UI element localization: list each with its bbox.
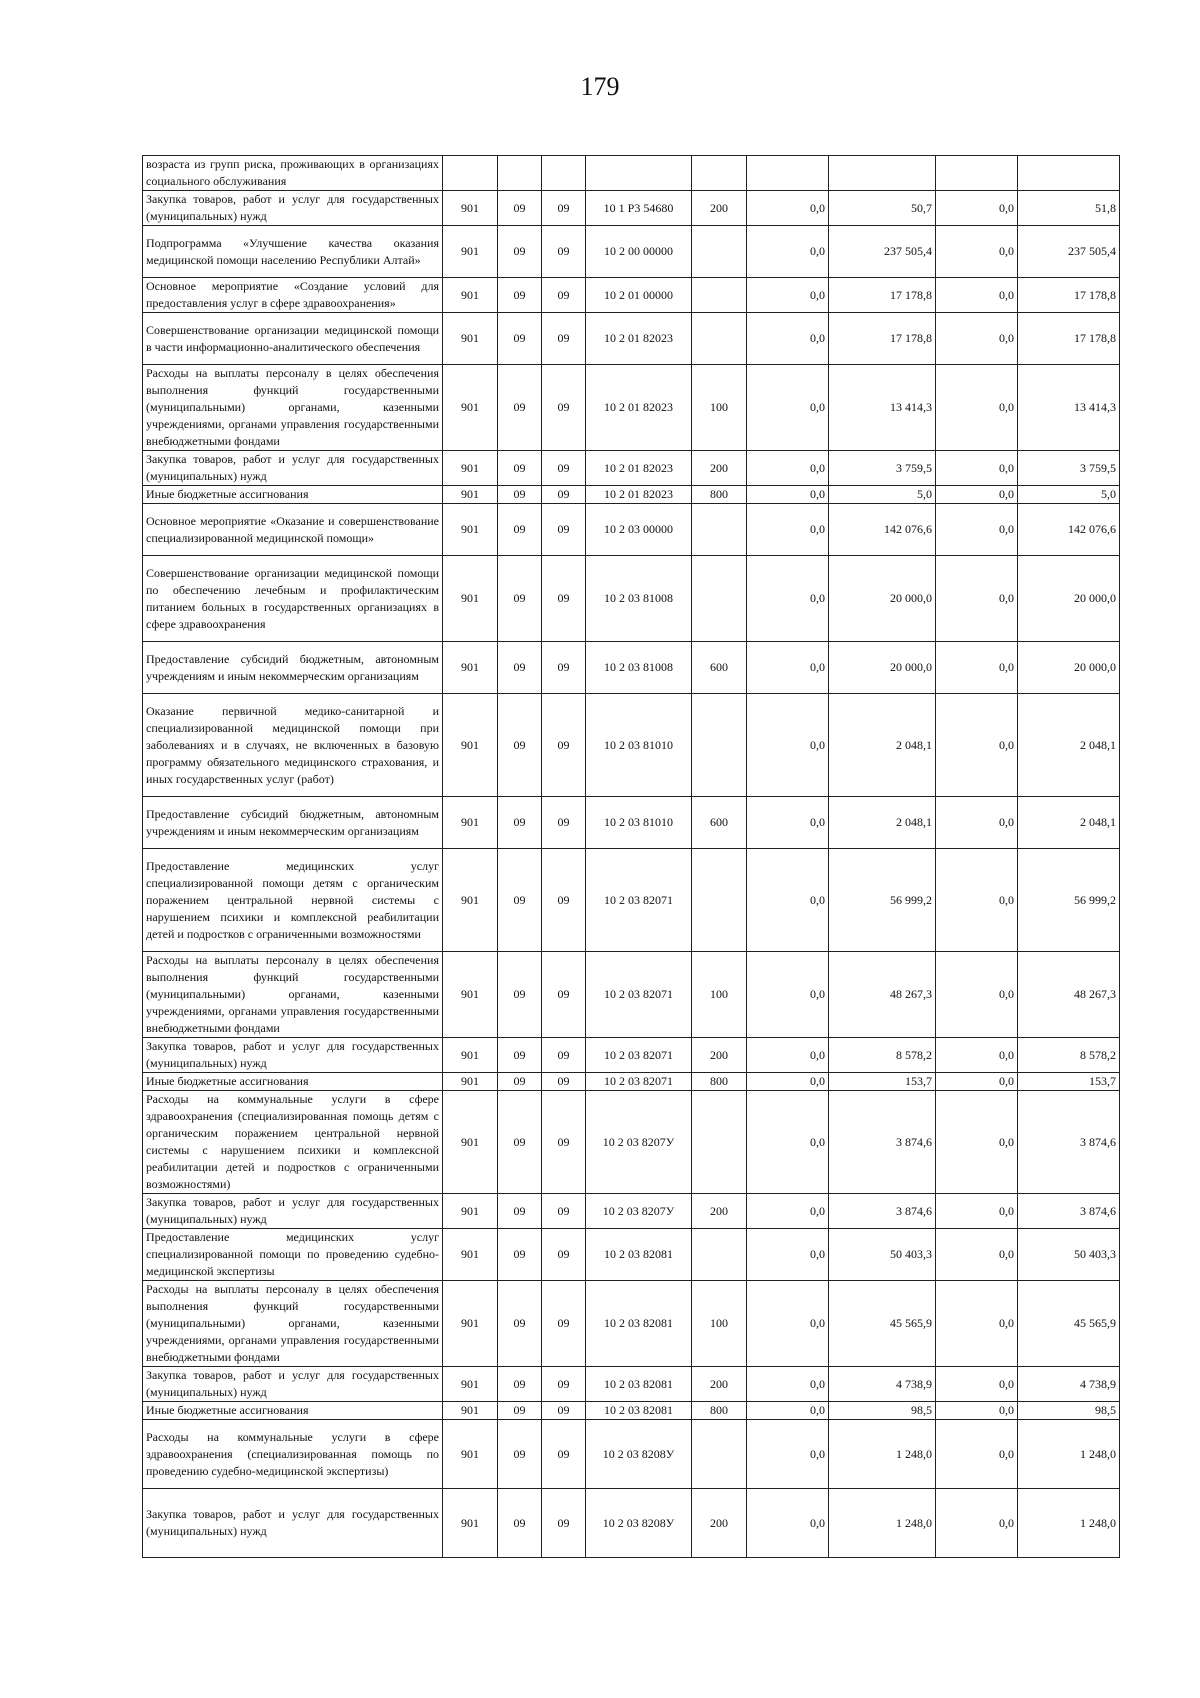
table-row — [143, 156, 1120, 191]
section-code-cell: 09 — [498, 226, 542, 278]
amount-3-cell: 0,0 — [936, 486, 1018, 504]
target-article-cell: 10 2 03 81010 — [586, 797, 692, 849]
subsection-code-cell: 09 — [542, 952, 586, 1038]
ministry-code-cell: 901 — [443, 1367, 498, 1402]
ministry-code-cell: 901 — [443, 1420, 498, 1489]
target-article-cell: 10 2 01 82023 — [586, 365, 692, 451]
amount-1-cell: 0,0 — [747, 1229, 829, 1281]
table-row — [143, 486, 1120, 504]
subsection-code-cell: 09 — [542, 365, 586, 451]
table-row — [143, 1420, 1120, 1489]
expense-type-cell: 100 — [692, 365, 747, 451]
amount-1-cell: 0,0 — [747, 1073, 829, 1091]
row-name-cell: возраста из групп риска, проживающих в организациях социального обслуживания — [143, 156, 443, 191]
table-row — [143, 278, 1120, 313]
amount-2-cell: 1 248,0 — [829, 1420, 936, 1489]
ministry-code-cell: 901 — [443, 1073, 498, 1091]
amount-1-cell: 0,0 — [747, 1402, 829, 1420]
ministry-code-cell: 901 — [443, 313, 498, 365]
section-code-cell: 09 — [498, 1367, 542, 1402]
amount-2-cell: 48 267,3 — [829, 952, 936, 1038]
row-name-cell: Закупка товаров, работ и услуг для государственных (муниципальных) нужд — [143, 1489, 443, 1558]
row-name-cell: Расходы на коммунальные услуги в сфере здравоохранения (специализированная помощь детям с органическим поражением центральной нервной системы с нарушением психики и комплексной реабилитации детей и подростков с ограниченными возможностями) — [143, 1091, 443, 1194]
expense-type-cell: 200 — [692, 1194, 747, 1229]
section-code-cell: 09 — [498, 849, 542, 952]
expense-type-cell: 200 — [692, 1038, 747, 1073]
amount-1-cell: 0,0 — [747, 313, 829, 365]
expense-type-cell — [692, 1229, 747, 1281]
ministry-code-cell: 901 — [443, 278, 498, 313]
table-row — [143, 797, 1120, 849]
amount-2-cell: 3 874,6 — [829, 1194, 936, 1229]
row-name-cell: Расходы на выплаты персоналу в целях обеспечения выполнения функций государственными (муниципальными) органами, казенными учреждениями, органами управления государственными внебюджетными фондами — [143, 1281, 443, 1367]
target-article-cell: 10 2 03 82071 — [586, 952, 692, 1038]
amount-4-cell: 1 248,0 — [1018, 1420, 1120, 1489]
amount-2-cell: 50 403,3 — [829, 1229, 936, 1281]
amount-2-cell — [829, 156, 936, 191]
table-row — [143, 694, 1120, 797]
subsection-code-cell: 09 — [542, 313, 586, 365]
amount-1-cell: 0,0 — [747, 1489, 829, 1558]
row-name-cell: Иные бюджетные ассигнования — [143, 1402, 443, 1420]
subsection-code-cell: 09 — [542, 504, 586, 556]
amount-1-cell: 0,0 — [747, 1038, 829, 1073]
section-code-cell: 09 — [498, 1281, 542, 1367]
subsection-code-cell: 09 — [542, 797, 586, 849]
row-name-cell: Закупка товаров, работ и услуг для государственных (муниципальных) нужд — [143, 1194, 443, 1229]
target-article-cell: 10 2 01 82023 — [586, 486, 692, 504]
row-name-cell: Расходы на выплаты персоналу в целях обеспечения выполнения функций государственными (муниципальными) органами, казенными учреждениями, органами управления государственными внебюджетными фондами — [143, 365, 443, 451]
amount-1-cell: 0,0 — [747, 226, 829, 278]
ministry-code-cell: 901 — [443, 451, 498, 486]
amount-4-cell: 45 565,9 — [1018, 1281, 1120, 1367]
ministry-code-cell: 901 — [443, 504, 498, 556]
target-article-cell: 10 2 03 82071 — [586, 849, 692, 952]
amount-3-cell: 0,0 — [936, 191, 1018, 226]
subsection-code-cell: 09 — [542, 1281, 586, 1367]
amount-2-cell: 8 578,2 — [829, 1038, 936, 1073]
section-code-cell: 09 — [498, 1489, 542, 1558]
target-article-cell: 10 1 P3 54680 — [586, 191, 692, 226]
table-row — [143, 642, 1120, 694]
amount-2-cell: 98,5 — [829, 1402, 936, 1420]
section-code-cell: 09 — [498, 1194, 542, 1229]
target-article-cell: 10 2 03 81010 — [586, 694, 692, 797]
amount-4-cell: 20 000,0 — [1018, 556, 1120, 642]
ministry-code-cell: 901 — [443, 642, 498, 694]
amount-4-cell: 3 874,6 — [1018, 1194, 1120, 1229]
amount-3-cell: 0,0 — [936, 1402, 1018, 1420]
table-row — [143, 191, 1120, 226]
amount-4-cell: 48 267,3 — [1018, 952, 1120, 1038]
subsection-code-cell: 09 — [542, 556, 586, 642]
amount-3-cell: 0,0 — [936, 1489, 1018, 1558]
expense-type-cell: 200 — [692, 191, 747, 226]
row-name-cell: Подпрограмма «Улучшение качества оказания медицинской помощи населению Республики Алтай» — [143, 226, 443, 278]
expense-type-cell — [692, 504, 747, 556]
expense-type-cell — [692, 849, 747, 952]
amount-4-cell: 56 999,2 — [1018, 849, 1120, 952]
target-article-cell: 10 2 01 82023 — [586, 451, 692, 486]
amount-4-cell: 237 505,4 — [1018, 226, 1120, 278]
amount-1-cell: 0,0 — [747, 1281, 829, 1367]
amount-4-cell: 1 248,0 — [1018, 1489, 1120, 1558]
ministry-code-cell: 901 — [443, 365, 498, 451]
section-code-cell: 09 — [498, 313, 542, 365]
amount-1-cell: 0,0 — [747, 849, 829, 952]
subsection-code-cell — [542, 156, 586, 191]
table-row — [143, 451, 1120, 486]
amount-4-cell: 13 414,3 — [1018, 365, 1120, 451]
ministry-code-cell: 901 — [443, 694, 498, 797]
row-name-cell: Оказание первичной медико-санитарной и специализированной медицинской помощи при заболеваниях и в случаях, не включенных в базовую программу обязательного медицинского страхования, и иных государственных услуг (работ) — [143, 694, 443, 797]
section-code-cell — [498, 156, 542, 191]
amount-4-cell: 2 048,1 — [1018, 797, 1120, 849]
expense-type-cell — [692, 1420, 747, 1489]
page-number: 179 — [580, 72, 620, 101]
section-code-cell: 09 — [498, 1038, 542, 1073]
expense-type-cell — [692, 278, 747, 313]
amount-3-cell: 0,0 — [936, 694, 1018, 797]
amount-3-cell: 0,0 — [936, 1194, 1018, 1229]
target-article-cell: 10 2 03 82081 — [586, 1402, 692, 1420]
row-name-cell: Совершенствование организации медицинской помощи в части информационно-аналитического обеспечения — [143, 313, 443, 365]
amount-2-cell: 2 048,1 — [829, 797, 936, 849]
amount-3-cell: 0,0 — [936, 313, 1018, 365]
section-code-cell: 09 — [498, 486, 542, 504]
target-article-cell: 10 2 00 00000 — [586, 226, 692, 278]
table-row — [143, 1194, 1120, 1229]
ministry-code-cell: 901 — [443, 849, 498, 952]
amount-3-cell: 0,0 — [936, 797, 1018, 849]
amount-2-cell: 17 178,8 — [829, 278, 936, 313]
table-row — [143, 226, 1120, 278]
amount-1-cell: 0,0 — [747, 642, 829, 694]
expense-type-cell: 600 — [692, 642, 747, 694]
section-code-cell: 09 — [498, 1073, 542, 1091]
amount-1-cell: 0,0 — [747, 694, 829, 797]
expense-type-cell: 100 — [692, 952, 747, 1038]
amount-4-cell: 153,7 — [1018, 1073, 1120, 1091]
ministry-code-cell: 901 — [443, 952, 498, 1038]
amount-1-cell: 0,0 — [747, 504, 829, 556]
table-row — [143, 1073, 1120, 1091]
amount-2-cell: 5,0 — [829, 486, 936, 504]
subsection-code-cell: 09 — [542, 451, 586, 486]
amount-2-cell: 3 759,5 — [829, 451, 936, 486]
amount-1-cell: 0,0 — [747, 952, 829, 1038]
ministry-code-cell: 901 — [443, 1038, 498, 1073]
amount-1-cell: 0,0 — [747, 556, 829, 642]
amount-3-cell: 0,0 — [936, 849, 1018, 952]
row-name-cell: Основное мероприятие «Оказание и совершенствование специализированной медицинской помощи» — [143, 504, 443, 556]
amount-3-cell: 0,0 — [936, 952, 1018, 1038]
amount-1-cell: 0,0 — [747, 797, 829, 849]
amount-3-cell: 0,0 — [936, 1073, 1018, 1091]
target-article-cell: 10 2 03 00000 — [586, 504, 692, 556]
target-article-cell: 10 2 03 82071 — [586, 1038, 692, 1073]
amount-3-cell: 0,0 — [936, 1281, 1018, 1367]
target-article-cell: 10 2 03 8208У — [586, 1489, 692, 1558]
expense-type-cell: 200 — [692, 451, 747, 486]
amount-2-cell: 237 505,4 — [829, 226, 936, 278]
subsection-code-cell: 09 — [542, 1194, 586, 1229]
amount-3-cell: 0,0 — [936, 226, 1018, 278]
expense-type-cell — [692, 226, 747, 278]
expense-type-cell — [692, 694, 747, 797]
section-code-cell: 09 — [498, 1420, 542, 1489]
ministry-code-cell: 901 — [443, 1091, 498, 1194]
table-row — [143, 1367, 1120, 1402]
ministry-code-cell: 901 — [443, 1229, 498, 1281]
table-row — [143, 1091, 1120, 1194]
ministry-code-cell: 901 — [443, 797, 498, 849]
amount-1-cell: 0,0 — [747, 451, 829, 486]
amount-2-cell: 2 048,1 — [829, 694, 936, 797]
amount-1-cell: 0,0 — [747, 191, 829, 226]
ministry-code-cell: 901 — [443, 486, 498, 504]
subsection-code-cell: 09 — [542, 278, 586, 313]
row-name-cell: Предоставление субсидий бюджетным, автономным учреждениям и иным некоммерческим организациям — [143, 797, 443, 849]
amount-2-cell: 1 248,0 — [829, 1489, 936, 1558]
row-name-cell: Закупка товаров, работ и услуг для государственных (муниципальных) нужд — [143, 1038, 443, 1073]
row-name-cell: Иные бюджетные ассигнования — [143, 486, 443, 504]
row-name-cell: Закупка товаров, работ и услуг для государственных (муниципальных) нужд — [143, 191, 443, 226]
subsection-code-cell: 09 — [542, 1402, 586, 1420]
row-name-cell: Основное мероприятие «Создание условий для предоставления услуг в сфере здравоохранения» — [143, 278, 443, 313]
ministry-code-cell — [443, 156, 498, 191]
amount-3-cell: 0,0 — [936, 451, 1018, 486]
amount-3-cell: 0,0 — [936, 504, 1018, 556]
table-row — [143, 952, 1120, 1038]
amount-4-cell: 142 076,6 — [1018, 504, 1120, 556]
expense-type-cell — [692, 556, 747, 642]
budget-table — [142, 155, 1120, 1558]
amount-3-cell: 0,0 — [936, 278, 1018, 313]
expense-type-cell: 800 — [692, 1073, 747, 1091]
amount-1-cell: 0,0 — [747, 278, 829, 313]
table-row — [143, 1038, 1120, 1073]
amount-3-cell: 0,0 — [936, 642, 1018, 694]
amount-4-cell: 4 738,9 — [1018, 1367, 1120, 1402]
table-row — [143, 1489, 1120, 1558]
target-article-cell: 10 2 03 8207У — [586, 1091, 692, 1194]
row-name-cell: Иные бюджетные ассигнования — [143, 1073, 443, 1091]
subsection-code-cell: 09 — [542, 642, 586, 694]
row-name-cell: Закупка товаров, работ и услуг для государственных (муниципальных) нужд — [143, 1367, 443, 1402]
row-name-cell: Предоставление медицинских услуг специализированной помощи по проведению судебно-медицинской экспертизы — [143, 1229, 443, 1281]
target-article-cell: 10 2 03 82081 — [586, 1229, 692, 1281]
row-name-cell: Расходы на выплаты персоналу в целях обеспечения выполнения функций государственными (муниципальными) органами, казенными учреждениями, органами управления государственными внебюджетными фондами — [143, 952, 443, 1038]
amount-4-cell: 20 000,0 — [1018, 642, 1120, 694]
target-article-cell: 10 2 01 82023 — [586, 313, 692, 365]
expense-type-cell: 200 — [692, 1367, 747, 1402]
amount-3-cell: 0,0 — [936, 1091, 1018, 1194]
target-article-cell: 10 2 03 8207У — [586, 1194, 692, 1229]
amount-4-cell: 3 759,5 — [1018, 451, 1120, 486]
ministry-code-cell: 901 — [443, 1194, 498, 1229]
amount-4-cell: 50 403,3 — [1018, 1229, 1120, 1281]
amount-2-cell: 56 999,2 — [829, 849, 936, 952]
table-row — [143, 1229, 1120, 1281]
ministry-code-cell: 901 — [443, 1402, 498, 1420]
target-article-cell — [586, 156, 692, 191]
amount-2-cell: 20 000,0 — [829, 556, 936, 642]
row-name-cell: Закупка товаров, работ и услуг для государственных (муниципальных) нужд — [143, 451, 443, 486]
amount-4-cell: 17 178,8 — [1018, 278, 1120, 313]
section-code-cell: 09 — [498, 952, 542, 1038]
amount-4-cell: 98,5 — [1018, 1402, 1120, 1420]
row-name-cell: Расходы на коммунальные услуги в сфере здравоохранения (специализированная помощь по проведению судебно-медицинской экспертизы) — [143, 1420, 443, 1489]
amount-2-cell: 4 738,9 — [829, 1367, 936, 1402]
section-code-cell: 09 — [498, 797, 542, 849]
ministry-code-cell: 901 — [443, 226, 498, 278]
ministry-code-cell: 901 — [443, 1281, 498, 1367]
amount-3-cell: 0,0 — [936, 1367, 1018, 1402]
subsection-code-cell: 09 — [542, 694, 586, 797]
expense-type-cell — [692, 313, 747, 365]
amount-1-cell: 0,0 — [747, 365, 829, 451]
section-code-cell: 09 — [498, 365, 542, 451]
expense-type-cell: 200 — [692, 1489, 747, 1558]
target-article-cell: 10 2 03 8208У — [586, 1420, 692, 1489]
amount-2-cell: 153,7 — [829, 1073, 936, 1091]
amount-1-cell: 0,0 — [747, 1194, 829, 1229]
target-article-cell: 10 2 03 81008 — [586, 556, 692, 642]
section-code-cell: 09 — [498, 278, 542, 313]
table-row — [143, 1281, 1120, 1367]
amount-3-cell: 0,0 — [936, 365, 1018, 451]
amount-1-cell: 0,0 — [747, 1420, 829, 1489]
amount-4-cell: 17 178,8 — [1018, 313, 1120, 365]
ministry-code-cell: 901 — [443, 191, 498, 226]
amount-2-cell: 142 076,6 — [829, 504, 936, 556]
amount-2-cell: 17 178,8 — [829, 313, 936, 365]
amount-2-cell: 20 000,0 — [829, 642, 936, 694]
amount-4-cell: 51,8 — [1018, 191, 1120, 226]
subsection-code-cell: 09 — [542, 1489, 586, 1558]
amount-2-cell: 13 414,3 — [829, 365, 936, 451]
amount-1-cell: 0,0 — [747, 1091, 829, 1194]
amount-3-cell — [936, 156, 1018, 191]
amount-1-cell: 0,0 — [747, 1367, 829, 1402]
subsection-code-cell: 09 — [542, 1367, 586, 1402]
section-code-cell: 09 — [498, 642, 542, 694]
section-code-cell: 09 — [498, 1229, 542, 1281]
amount-3-cell: 0,0 — [936, 556, 1018, 642]
section-code-cell: 09 — [498, 1402, 542, 1420]
table-row — [143, 1402, 1120, 1420]
subsection-code-cell: 09 — [542, 1038, 586, 1073]
ministry-code-cell: 901 — [443, 1489, 498, 1558]
expense-type-cell — [692, 1091, 747, 1194]
subsection-code-cell: 09 — [542, 1091, 586, 1194]
section-code-cell: 09 — [498, 451, 542, 486]
ministry-code-cell: 901 — [443, 556, 498, 642]
expense-type-cell — [692, 156, 747, 191]
subsection-code-cell: 09 — [542, 486, 586, 504]
amount-4-cell — [1018, 156, 1120, 191]
amount-1-cell: 0,0 — [747, 486, 829, 504]
subsection-code-cell: 09 — [542, 191, 586, 226]
table-row — [143, 365, 1120, 451]
table-row — [143, 556, 1120, 642]
subsection-code-cell: 09 — [542, 1420, 586, 1489]
target-article-cell: 10 2 03 82081 — [586, 1367, 692, 1402]
table-row — [143, 504, 1120, 556]
target-article-cell: 10 2 03 81008 — [586, 642, 692, 694]
section-code-cell: 09 — [498, 504, 542, 556]
row-name-cell: Предоставление медицинских услуг специализированной помощи детям с органическим поражением центральной нервной системы с нарушением психики и комплексной реабилитации детей и подростков с ограниченными возможностями — [143, 849, 443, 952]
amount-1-cell — [747, 156, 829, 191]
expense-type-cell: 800 — [692, 1402, 747, 1420]
amount-3-cell: 0,0 — [936, 1038, 1018, 1073]
amount-3-cell: 0,0 — [936, 1420, 1018, 1489]
row-name-cell: Совершенствование организации медицинской помощи по обеспечению лечебным и профилактическим питанием больных в государственных организациях в сфере здравоохранения — [143, 556, 443, 642]
expense-type-cell: 100 — [692, 1281, 747, 1367]
section-code-cell: 09 — [498, 191, 542, 226]
subsection-code-cell: 09 — [542, 1229, 586, 1281]
amount-2-cell: 3 874,6 — [829, 1091, 936, 1194]
table-row — [143, 849, 1120, 952]
target-article-cell: 10 2 01 00000 — [586, 278, 692, 313]
subsection-code-cell: 09 — [542, 849, 586, 952]
row-name-cell: Предоставление субсидий бюджетным, автономным учреждениям и иным некоммерческим организациям — [143, 642, 443, 694]
target-article-cell: 10 2 03 82071 — [586, 1073, 692, 1091]
expense-type-cell: 800 — [692, 486, 747, 504]
amount-4-cell: 5,0 — [1018, 486, 1120, 504]
amount-2-cell: 50,7 — [829, 191, 936, 226]
subsection-code-cell: 09 — [542, 1073, 586, 1091]
subsection-code-cell: 09 — [542, 226, 586, 278]
amount-4-cell: 3 874,6 — [1018, 1091, 1120, 1194]
expense-type-cell: 600 — [692, 797, 747, 849]
section-code-cell: 09 — [498, 1091, 542, 1194]
section-code-cell: 09 — [498, 694, 542, 797]
section-code-cell: 09 — [498, 556, 542, 642]
amount-3-cell: 0,0 — [936, 1229, 1018, 1281]
amount-4-cell: 8 578,2 — [1018, 1038, 1120, 1073]
table-row — [143, 313, 1120, 365]
amount-2-cell: 45 565,9 — [829, 1281, 936, 1367]
target-article-cell: 10 2 03 82081 — [586, 1281, 692, 1367]
amount-4-cell: 2 048,1 — [1018, 694, 1120, 797]
